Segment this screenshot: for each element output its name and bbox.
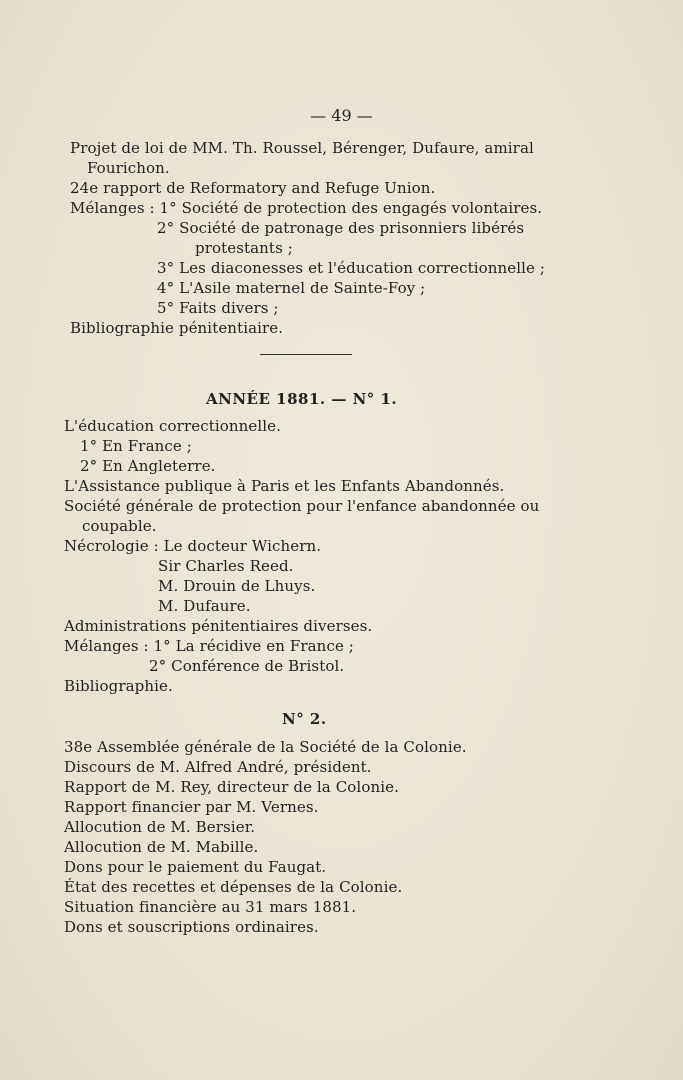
- text-line: Administrations pénitentiaires diverses.: [64, 617, 373, 635]
- section-divider: [260, 354, 352, 355]
- text-line: Dons et souscriptions ordinaires.: [64, 918, 319, 936]
- text-line: 1° En France ;: [80, 437, 192, 455]
- text-line: Rapport de M. Rey, directeur de la Colonie.: [64, 778, 399, 796]
- text-line: Fourichon.: [87, 159, 170, 177]
- text-line: L'Assistance publique à Paris et les Enfants Abandonnés.: [64, 477, 505, 495]
- text-line: 2° Société de patronage des prisonniers libérés: [157, 219, 525, 237]
- page-number: — 49 —: [310, 106, 373, 125]
- text-line: 3° Les diaconesses et l'éducation correctionnelle ;: [157, 259, 546, 277]
- text-line: protestants ;: [195, 239, 293, 257]
- text-line: Mélanges : 1° La récidive en France ;: [64, 637, 354, 655]
- text-line: coupable.: [82, 517, 157, 535]
- text-line: Allocution de M. Bersier.: [64, 818, 256, 836]
- text-line: 2° Conférence de Bristol.: [149, 657, 345, 675]
- text-line: 5° Faits divers ;: [157, 299, 279, 317]
- text-line: Discours de M. Alfred André, président.: [64, 758, 372, 776]
- text-line: Projet de loi de MM. Th. Roussel, Bérenger, Dufaure, amiral: [70, 139, 534, 157]
- text-line: 4° L'Asile maternel de Sainte-Foy ;: [157, 279, 426, 297]
- text-line: Allocution de M. Mabille.: [64, 838, 259, 856]
- text-line: Nécrologie : Le docteur Wichern.: [64, 537, 322, 555]
- text-line: Mélanges : 1° Société de protection des engagés volontaires.: [70, 199, 543, 217]
- text-line: M. Drouin de Lhuys.: [158, 577, 316, 595]
- text-line: État des recettes et dépenses de la Colonie.: [64, 878, 403, 896]
- text-line: 38e Assemblée générale de la Société de la Colonie.: [64, 738, 467, 756]
- section-heading: ANNÉE 1881. — N° 1.: [206, 390, 398, 408]
- text-line: Bibliographie.: [64, 677, 173, 695]
- section-heading: N° 2.: [282, 710, 327, 728]
- text-line: Situation financière au 31 mars 1881.: [64, 898, 357, 916]
- text-line: Rapport financier par M. Vernes.: [64, 798, 319, 816]
- text-line: M. Dufaure.: [158, 597, 251, 615]
- text-line: Bibliographie pénitentiaire.: [70, 319, 284, 337]
- text-line: L'éducation correctionnelle.: [64, 417, 281, 435]
- text-line: Dons pour le paiement du Faugat.: [64, 858, 327, 876]
- text-line: 24e rapport de Reformatory and Refuge Union.: [70, 179, 436, 197]
- text-line: 2° En Angleterre.: [80, 457, 216, 475]
- text-line: Société générale de protection pour l'enfance abandonnée ou: [64, 497, 540, 515]
- text-line: Sir Charles Reed.: [158, 557, 294, 575]
